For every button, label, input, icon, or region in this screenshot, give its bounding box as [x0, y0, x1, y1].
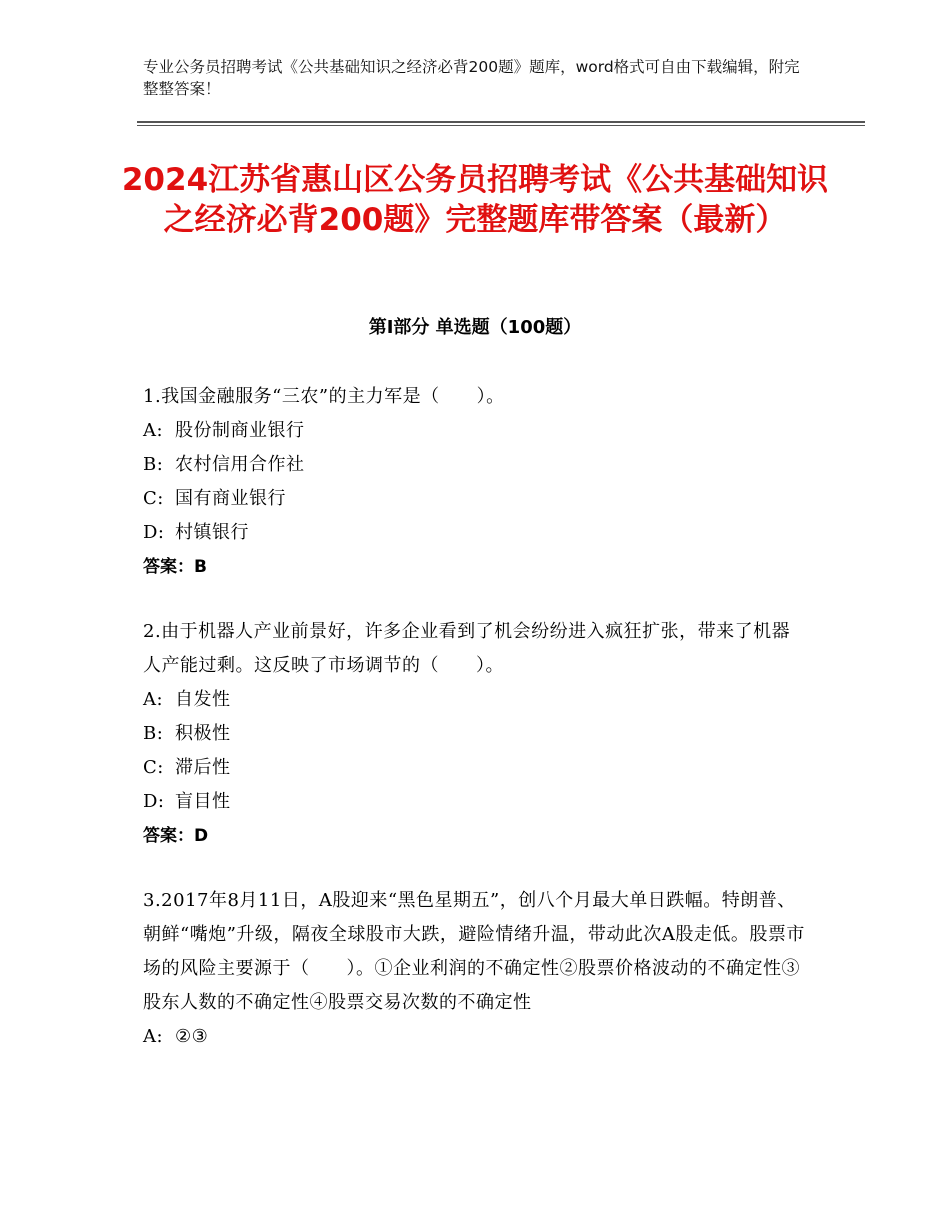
option-d: [143, 785, 808, 819]
answer-line: 答案：D: [143, 826, 209, 846]
section-title: 第Ⅰ部分 单选题（100题）: [368, 317, 582, 338]
option-text: 股份制商业银行: [175, 420, 305, 441]
document-title: 2024江苏省惠山区公务员招聘考试《公共基础知识之经济必背200题》完整题库带答案（最新）: [121, 162, 829, 238]
option-b: [143, 717, 808, 751]
option-key: A:: [143, 689, 164, 710]
option-c: [143, 482, 808, 516]
option-b: [143, 448, 808, 482]
option-key: A:: [143, 1026, 164, 1047]
question-stem: 3.2017年8月11日，A股迎来“黑色星期五”，创八个月最大单日跌幅。特朗普、朝鲜“嘴炮”升级，隔夜全球股市大跌，避险情绪升温，带动此次A股走低。股票市场的风险主要源于（ ）。①企业利润的不确定性②股票价格波动的不确定性③股东人数的不确定性④股票交易次数的不确定性: [143, 890, 805, 1013]
option-text: 国有商业银行: [175, 488, 286, 509]
answer-line: 答案：B: [143, 557, 207, 577]
option-c: [143, 751, 808, 785]
option-a: [143, 683, 808, 717]
option-key: D:: [143, 522, 165, 543]
question-3: [143, 884, 808, 1054]
option-key: A:: [143, 420, 164, 441]
option-text: 农村信用合作社: [175, 454, 305, 475]
option-key: B:: [143, 454, 164, 475]
option-key: C:: [143, 488, 164, 509]
question-stem: 2.由于机器人产业前景好，许多企业看到了机会纷纷进入疯狂扩张，带来了机器人产能过剩。这反映了市场调节的（ ）。: [143, 621, 791, 676]
option-text: 滞后性: [175, 757, 231, 778]
question-2: [143, 615, 808, 853]
option-text: 村镇银行: [175, 522, 249, 543]
option-a: [143, 1020, 808, 1054]
option-text: 盲目性: [175, 791, 231, 812]
option-key: C:: [143, 757, 164, 778]
question-1: [143, 380, 808, 584]
header-note: 专业公务员招聘考试《公共基础知识之经济必背200题》题库，word格式可自由下载编辑，附完整整答案！: [143, 58, 800, 98]
option-a: [143, 414, 808, 448]
option-text: 自发性: [175, 689, 231, 710]
option-d: [143, 516, 808, 550]
header-divider: [137, 121, 865, 126]
question-stem: 1.我国金融服务“三农”的主力军是（ ）。: [143, 386, 505, 407]
question-list: [143, 380, 808, 1085]
option-text: 积极性: [175, 723, 231, 744]
option-key: D:: [143, 791, 165, 812]
option-key: B:: [143, 723, 164, 744]
option-text: ②③: [175, 1026, 209, 1047]
